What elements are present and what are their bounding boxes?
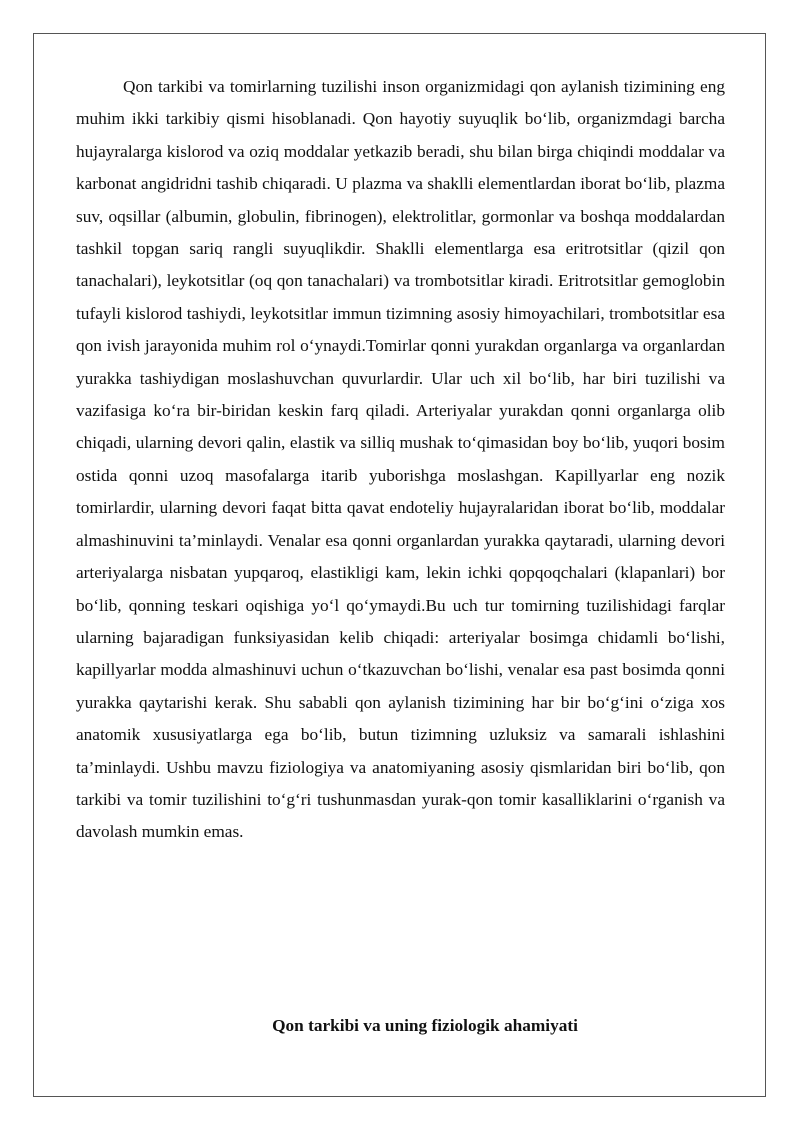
section-heading: Qon tarkibi va uning fiziologik ahamiyati [272, 1016, 578, 1035]
body-paragraph: Qon tarkibi va tomirlarning tuzilishi inson organizmidagi qon aylanish tizimining eng muhim ikki tarkibiy qismi hisoblanadi. Qon hayotiy suyuqlik bo‘lib, organizmdagi barcha hujayralarga kislorod va oziq moddalar yetkazib beradi, shu bilan birga chiqindi moddalar va karbonat angidridni tashib chiqaradi. U plazma va shaklli elementlardan iborat bo‘lib, plazma suv, oqsillar (albumin, globulin, fibrinogen), elektrolitlar, gormonlar va boshqa moddalardan tashkil topgan sariq rangli suyuqlikdir. Shaklli elementlarga esa eritrotsitlar (qizil qon tanachalari), leykotsitlar (oq qon tanachalari) va trombotsitlar kiradi. Eritrotsitlar gemoglobin tufayli kislorod tashiydi, leykotsitlar immun tizimning asosiy himoyachilari, trombotsitlar esa qon ivish jarayonida muhim rol o‘ynaydi.Tomirlar qonni yurakdan organlarga va organlardan yurakka tashiydigan moslashuvchan quvurlardir. Ular uch xil bo‘lib, har biri tuzilishi va vazifasiga ko‘ra bir-biridan keskin farq qiladi. Arteriyalar yurakdan qonni organlarga olib chiqadi, ularning devori qalin, elastik va silliq mushak to‘qimasidan boy bo‘lib, yuqori bosim ostida qonni uzoq masofalarga itarib yuborishga moslashgan. Kapillyarlar eng nozik tomirlardir, ularning devori faqat bitta qavat endoteliy hujayralaridan iborat bo‘lib, moddalar almashinuvini ta’minlaydi. Venalar esa qonni organlardan yurakka qaytaradi, ularning devori arteriyalarga nisbatan yupqaroq, elastikligi kam, lekin ichki qopqoqchalari (klapanlari) bor bo‘lib, qonning teskari oqishiga yo‘l qo‘ymaydi.Bu uch tur tomirning tuzilishidagi farqlar ularning bajaradigan funksiyasidan kelib chiqadi: arteriyalar bosimga chidamli bo‘lishi, kapillyarlar modda almashinuvi uchun o‘tkazuvchan bo‘lishi, venalar esa past bosimda qonni yurakka qaytarishi kerak. Shu sababli qon aylanish tizimining har bir bo‘g‘ini o‘ziga xos anatomik xususiyatlarga ega bo‘lib, butun tizimning uzluksiz va samarali ishlashini ta’minlaydi. Ushbu mavzu fiziologiya va anatomiyaning asosiy qismlaridan biri bo‘lib, qon tarkibi va tomir tuzilishini to‘g‘ri tushunmasdan yurak-qon tomir kasalliklarini o‘rganish va davolash mumkin emas. [76, 77, 725, 842]
